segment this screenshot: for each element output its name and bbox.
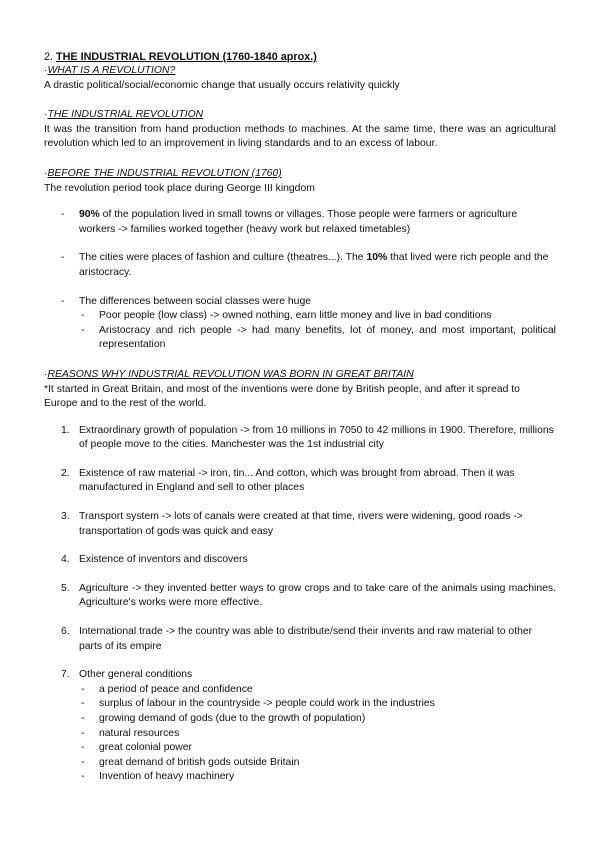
section-heading-before xyxy=(44,167,556,182)
sub-list-item: - growing demand of gods (due to the growth of population) xyxy=(44,712,556,727)
sub-list-item: - Invention of heavy machinery xyxy=(44,770,556,785)
heading-text: BEFORE THE INDUSTRIAL REVOLUTION (1760) xyxy=(47,167,282,179)
bullet-dot: · xyxy=(44,65,48,76)
sub-list-item: - surplus of labour in the countryside -> people could work in the industries xyxy=(44,697,556,712)
section-heading-what-is xyxy=(44,64,556,79)
item-number: 2. xyxy=(61,467,70,479)
item-text: that lived were rich people and the aristocracy. xyxy=(79,252,549,278)
item-text: Existence of inventors and discovers xyxy=(79,554,248,566)
numbered-item xyxy=(44,553,556,568)
section-heading-reasons xyxy=(44,368,556,383)
heading-text: REASONS WHY INDUSTRIAL REVOLUTION WAS BORN IN GREAT BRITAIN xyxy=(47,368,414,380)
sub-list-item: - natural resources xyxy=(44,727,556,742)
item-number: 6. xyxy=(61,626,70,638)
numbered-item xyxy=(44,625,556,654)
list-item xyxy=(44,251,556,280)
item-text: Transport system -> lots of canals were created at that time, rivers were widening, good roads -> transportation of gods was quick and easy xyxy=(79,511,523,537)
reasons-list xyxy=(44,424,556,785)
bold-figure: 10% xyxy=(366,252,388,264)
item-text: Existence of raw material -> iron, tin... And cotton, which was brought from abroad. Then it was manufactured in England and sell to other places xyxy=(79,467,515,494)
sub-list-item: - great colonial power xyxy=(44,741,556,756)
reasons-intro: *It started in Great Britain, and most of the inventions were done by British people, and after it spread to Europe and to the rest of the world. xyxy=(44,383,520,410)
numbered-item xyxy=(44,582,556,611)
title-text: THE INDUSTRIAL REVOLUTION (1760-1840 aprox.) xyxy=(56,51,317,63)
bullet-dot: · xyxy=(44,109,48,121)
item-number: 1. xyxy=(61,424,70,436)
item-text: of the population lived in small towns or villages. Those people were farmers or agriculture workers -> families worked together (heavy work but relaxed timetables) xyxy=(79,209,518,235)
item-number: 3. xyxy=(61,511,70,523)
what-is-text: A drastic political/social/economic change that usually occurs relativity quickly xyxy=(44,79,400,91)
social-classes-sublist xyxy=(44,309,556,353)
before-list xyxy=(44,208,556,353)
item-text: The differences between social classes were huge xyxy=(79,295,311,307)
document-page xyxy=(44,50,556,785)
item-number: 7. xyxy=(61,669,70,681)
item-number: 4. xyxy=(61,554,70,566)
list-item xyxy=(44,295,556,353)
list-item xyxy=(44,208,556,237)
item-text: Other general conditions xyxy=(79,669,193,681)
numbered-item xyxy=(44,424,556,453)
numbered-item xyxy=(44,668,556,785)
general-conditions-sublist xyxy=(44,683,556,785)
section-heading-industrial xyxy=(44,108,556,123)
item-text: Agriculture -> they invented better ways to grow crops and to take care of the animals using machines. Agriculture's works were more effective. xyxy=(79,582,556,609)
industrial-text: It was the transition from hand production methods to machines. At the same time, there was an agricultural revolution which led to an improvement in living standards and to an excess of labour. xyxy=(44,123,556,150)
bullet-dot: · xyxy=(44,167,48,179)
sub-list-item: - Aristocracy and rich people -> had many benefits, lot of money, and most important, political representation xyxy=(44,324,556,353)
document-title xyxy=(44,50,556,64)
heading-text: THE INDUSTRIAL REVOLUTION xyxy=(47,109,204,121)
bullet-dot: · xyxy=(44,368,48,380)
sub-list-item: - a period of peace and confidence xyxy=(44,683,556,698)
numbered-item xyxy=(44,467,556,496)
before-intro: The revolution period took place during George III kingdom xyxy=(44,182,315,194)
sub-list-item: - great demand of british gods outside Britain xyxy=(44,756,556,771)
heading-text: WHAT IS A REVOLUTION? xyxy=(47,65,176,76)
sub-list-item: - Poor people (low class) -> owned nothing, earn little money and live in bad conditions xyxy=(44,309,556,324)
item-text: The cities were places of fashion and culture (theatres...). The xyxy=(79,252,367,264)
title-number: 2. xyxy=(44,51,57,63)
item-text: International trade -> the country was able to distribute/send their invents and raw material to other parts of its empire xyxy=(79,626,533,652)
item-number: 5. xyxy=(61,582,70,594)
item-text: Extraordinary growth of population -> from 10 millions in 7050 to 42 millions in 1900. Therefore, millions of people move to the cities. Manchester was the 1st industrial city xyxy=(79,424,554,451)
numbered-item xyxy=(44,510,556,539)
bold-figure: 90% xyxy=(79,209,100,221)
